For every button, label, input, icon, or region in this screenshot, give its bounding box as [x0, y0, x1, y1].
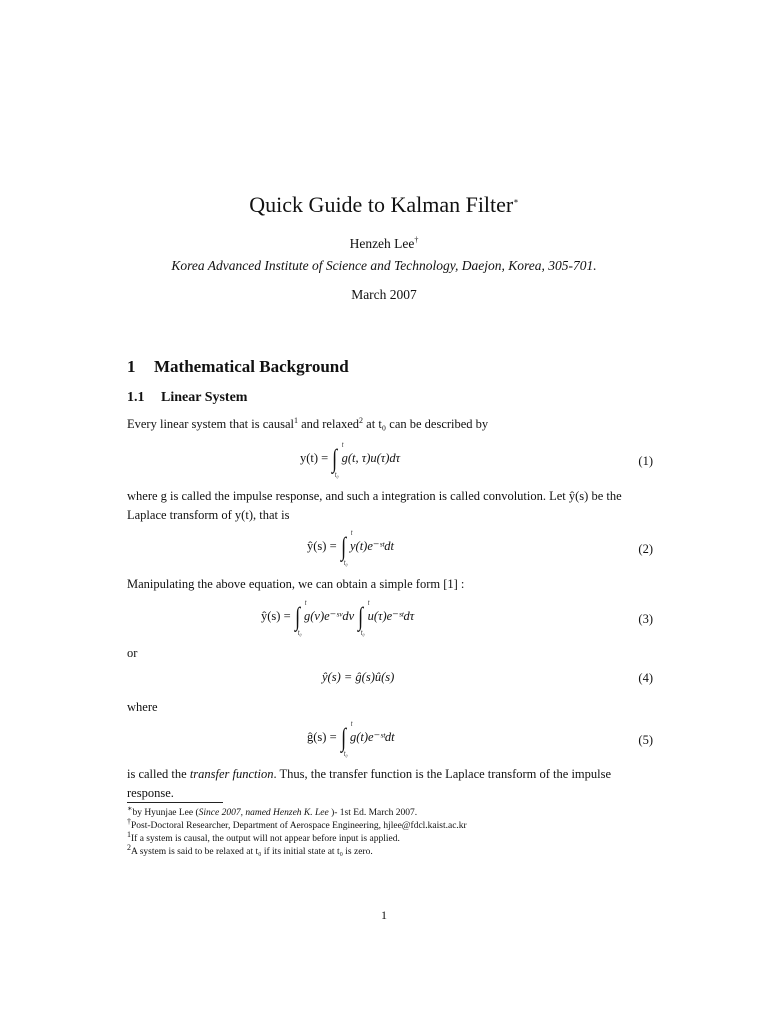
paragraph-intro: Every linear system that is causal$^1$ and relaxed$^2$ at t₀ can be described by: [127, 415, 489, 431]
integral-sign: ∫ t t₀: [340, 718, 353, 758]
subsection-title: Linear System: [161, 390, 248, 405]
equation-number: (3): [638, 612, 653, 626]
paragraph-where: where: [127, 700, 158, 714]
paragraph-impulse: where g is called the impulse response, and such a integration is called convolution. Let ŷ(s) be the Laplace transform of y(t), that is: [127, 489, 622, 522]
equation-number: (1): [638, 454, 653, 468]
equation-1: y(t) = ∫ t t₀ g(t, τ)u(τ)dτ: [300, 439, 401, 479]
section-title: Mathematical Background: [154, 357, 349, 376]
publication-date: March 2007: [351, 287, 417, 302]
footnote-rule: [127, 802, 223, 803]
integral-sign: ∫ t t₀: [358, 597, 370, 637]
paragraph-transfer-function: is called the transfer function. Thus, the transfer function is the Laplace transform of the impulse response.: [127, 767, 612, 800]
equation-4: ŷ(s) = ĝ(s)û(s): [322, 670, 395, 684]
subsection-heading: [127, 390, 247, 406]
subsection-number: 1.1: [127, 390, 145, 405]
section-number: 1: [127, 357, 136, 376]
integral-sign: ∫ t t₀: [340, 527, 353, 567]
equation-3: ŷ(s) = ∫ t t₀ g(v)e⁻ˢᵛdv ∫ t t₀ u(τ)e⁻ˢᵗdτ: [261, 597, 415, 637]
equation-2: ŷ(s) = ∫ t t₀ y(t)e⁻ˢᵗdt: [307, 527, 394, 567]
integral-sign: ∫ t t₀: [294, 597, 307, 637]
paper-title: Quick Guide to Kalman Filter∗: [249, 192, 519, 217]
footnote-relaxed: $^2$A system is said to be relaxed at t₀ if its initial state at t₀ is zero.: [127, 842, 373, 857]
footnote-causal: $^1$If a system is causal, the output will not appear before input is applied.: [127, 829, 400, 844]
section-heading: [127, 357, 349, 377]
paragraph-or: or: [127, 646, 138, 660]
equation-5: ĝ(s) = ∫ t t₀ g(t)e⁻ˢᵗdt: [307, 718, 395, 758]
paragraph-manipulating: Manipulating the above equation, we can obtain a simple form [1] :: [127, 577, 465, 591]
footnote-title: ∗by Hyunjae Lee (Since 2007, named Henzeh K. Lee )- 1st Ed. March 2007.: [127, 803, 418, 818]
integral-sign: ∫ t t₀: [332, 439, 344, 479]
page-number: 1: [381, 908, 387, 922]
equation-number: (2): [638, 542, 653, 556]
affiliation: Korea Advanced Institute of Science and Technology, Daejon, Korea, 305-701.: [171, 258, 597, 273]
author-name: Henzeh Lee†: [349, 235, 419, 251]
title-footnote-mark: ∗: [513, 196, 519, 206]
author-footnote-mark: †: [414, 235, 419, 245]
footnote-author: †Post-Doctoral Researcher, Department of Aerospace Engineering, hjlee@fdcl.kaist.ac.kr: [127, 816, 467, 831]
equation-number: (4): [638, 671, 653, 685]
equation-number: (5): [638, 733, 653, 747]
